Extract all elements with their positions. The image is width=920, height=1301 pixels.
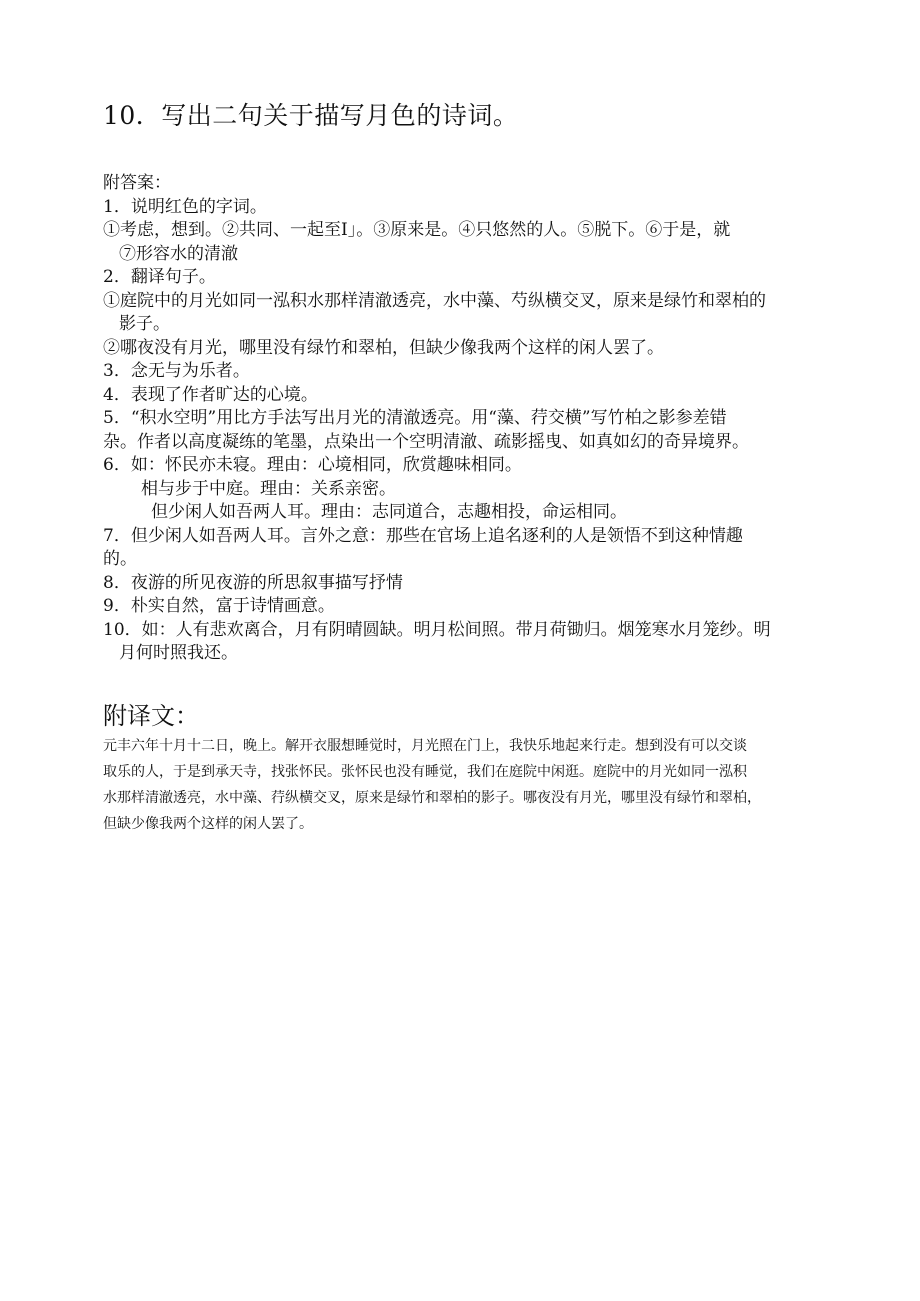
answer-line: ⑦形容水的清澈 <box>119 243 238 264</box>
answer-section <box>103 172 833 666</box>
answer-line: ②哪夜没有月光，哪里没有绿竹和翠柏，但缺少像我两个这样的闲人罢了。 <box>103 337 664 358</box>
translation-line: 取乐的人，于是到承天寺，找张怀民。张怀民也没有睡觉，我们在庭院中闲逛。庭院中的月光如同一泓积 <box>103 764 747 780</box>
translation-line: 但缺少像我两个这样的闲人罢了。 <box>103 816 313 832</box>
answer-line: 2．翻译句子。 <box>103 267 216 287</box>
translation-text <box>103 733 843 837</box>
question-10: 10．写出二句关于描写月色的诗词。 <box>103 101 519 130</box>
answer-line: 相与步于中庭。理由：关系亲密。 <box>141 478 396 499</box>
answer-line: 6．如：怀民亦未寝。理由：心境相同，欣赏趣味相同。 <box>103 455 522 475</box>
answers-title: 附答案： <box>103 173 171 193</box>
translation-title: 附译文： <box>103 702 199 730</box>
answer-line: 杂。作者以高度凝练的笔墨，点染出一个空明清澈、疏影摇曳、如真如幻的奇异境界。 <box>103 431 749 452</box>
answer-line: ①考虑，想到。②共同、一起至I」。③原来是。④只悠然的人。⑤脱下。⑥于是，就 <box>103 220 731 240</box>
answer-line: 影子。 <box>119 314 170 334</box>
answer-line: 的。 <box>103 549 137 569</box>
answer-line: 5．“积水空明”用比方手法写出月光的清澈透亮。用“藻、荇交横”写竹柏之影参差错 <box>103 408 727 428</box>
answer-line: ①庭院中的月光如同一泓积水那样清澈透亮，水中藻、芍纵横交叉，原来是绿竹和翠柏的 <box>103 290 766 311</box>
translation-line: 元丰六年十月十二日，晚上。解开衣服想睡觉时，月光照在门上，我快乐地起来行走。想到没有可以交谈 <box>103 738 747 754</box>
answer-line: 1．说明红色的字词。 <box>103 196 267 217</box>
answer-line: 但少闲人如吾两人耳。理由：志同道合，志趣相投，命运相同。 <box>151 502 627 522</box>
answer-line: 7．但少闲人如吾两人耳。言外之意：那些在官场上追名逐利的人是领悟不到这种情趣 <box>103 525 743 546</box>
answer-line: 9．朴实自然，富于诗情画意。 <box>103 596 335 616</box>
answer-line: 3．念无与为乐者。 <box>103 361 250 381</box>
answer-line: 10．如：人有悲欢离合，月有阴晴圆缺。明月松间照。带月荷锄归。烟笼寒水月笼纱。明 <box>103 619 771 640</box>
answer-line: 4．表现了作者旷达的心境。 <box>103 384 318 405</box>
translation-line: 水那样清澈透亮，水中藻、荇纵横交叉，原来是绿竹和翠柏的影子。哪夜没有月光，哪里没有绿竹和翠柏， <box>103 790 761 806</box>
answer-line: 8．夜游的所见夜游的所思叙事描写抒情 <box>103 572 403 593</box>
answer-line: 月何时照我还。 <box>119 643 238 663</box>
